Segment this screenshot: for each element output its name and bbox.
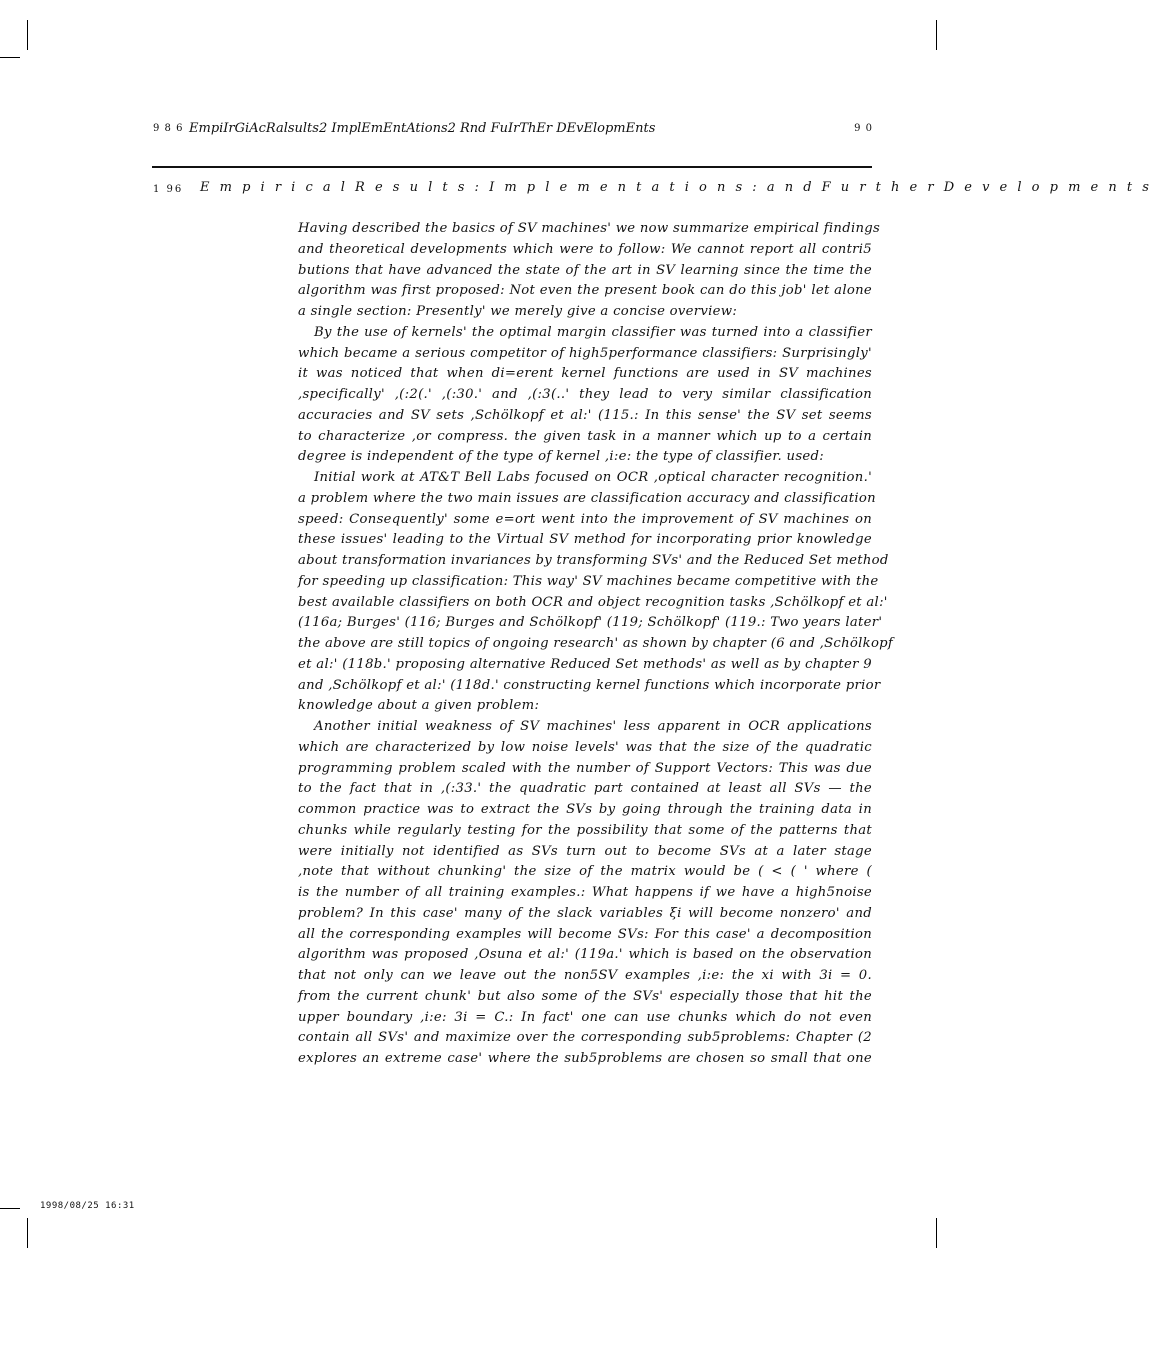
text-line: Having described the basics of SV machines' we now summarize empirical findings xyxy=(298,221,881,236)
header-rule xyxy=(152,166,872,168)
crop-mark-top-left-v xyxy=(27,20,28,50)
section-header-title: E m p i r i c a l R e s u l t s : I m p l e m e n t a t i o n s : a n d F u r t h e r D e v e l o p m e n t s xyxy=(200,180,1152,195)
text-line: contain all SVs' and maximize over the corresponding sub5problems: Chapter (2 xyxy=(298,1030,872,1046)
text-line: which became a serious competitor of high5performance classifiers: Surprisingly' xyxy=(298,345,872,361)
text-line: from the current chunk' but also some of the SVs' especially those that hit the xyxy=(298,988,872,1004)
paragraph-1 xyxy=(298,219,881,323)
running-header-page-left: 9 8 6 xyxy=(153,123,184,134)
text-line: butions that have advanced the state of the art in SV learning since the time the xyxy=(298,262,872,278)
text-line: a single section: Presently' we merely give a concise overview: xyxy=(298,304,738,319)
running-header-page-right: 9 0 xyxy=(854,123,873,134)
crop-mark-top-right-v xyxy=(936,20,937,50)
text-line: knowledge about a given problem: xyxy=(298,698,540,714)
text-line: ,specifically' ,(:2(.' ,(:30.' and ,(:3(..' they lead to very similar classification xyxy=(298,387,872,402)
text-line: all the corresponding examples will become SVs: For this case' a decomposition xyxy=(298,926,872,942)
text-line: chunks while regularly testing for the possibility that some of the patterns that xyxy=(298,822,872,838)
text-line: best available classifiers on both OCR and object recognition tasks ,Schölkopf et al:' xyxy=(298,594,888,610)
text-line: about transformation invariances by transforming SVs' and the Reduced Set method xyxy=(298,553,889,568)
crop-mark-bottom-right-v xyxy=(936,1218,937,1248)
text-line: for speeding up classification: This way' SV machines became competitive with the xyxy=(298,573,879,589)
paragraph-3 xyxy=(298,468,894,717)
print-timestamp: 1998/08/25 16:31 xyxy=(40,1201,135,1211)
text-line: By the use of kernels' the optimal margin classifier was turned into a classifier xyxy=(314,324,872,340)
running-header-title: EmpiIrGiAcRalsults2 ImplEmEntAtions2 Rnd FuIrThEr DEvElopmEnts xyxy=(189,121,656,136)
text-line: ,note that without chunking' the size of the matrix would be ( < ( ' where ( xyxy=(298,864,872,880)
body-text xyxy=(298,219,894,1070)
text-line: it was noticed that when di=erent kernel functions are used in SV machines xyxy=(298,366,872,382)
text-line: programming problem scaled with the number of Support Vectors: This was due xyxy=(298,760,872,776)
text-line: problem? In this case' many of the slack variables ξi will become nonzero' and xyxy=(298,905,872,921)
crop-mark-bottom-left-h xyxy=(0,1208,20,1209)
text-line: Initial work at AT&T Bell Labs focused on OCR ,optical character recognition.' xyxy=(314,470,872,485)
text-line: the above are still topics of ongoing research' as shown by chapter (6 and ,Schölkopf xyxy=(298,636,894,651)
text-line: upper boundary ,i:e: 3i = C.: In fact' one can use chunks which do not even xyxy=(298,1009,872,1025)
text-line: and ,Schölkopf et al:' (118d.' constructing kernel functions which incorporate prior xyxy=(298,677,881,693)
text-line: common practice was to extract the SVs by going through the training data in xyxy=(298,802,872,817)
text-line: is the number of all training examples.: What happens if we have a high5noise xyxy=(298,885,872,900)
text-line: and theoretical developments which were to follow: We cannot report all contri5 xyxy=(298,241,872,257)
text-line: Another initial weakness of SV machines' less apparent in OCR applications xyxy=(314,719,872,734)
crop-mark-top-left-h xyxy=(0,57,20,58)
text-line: et al:' (118b.' proposing alternative Reduced Set methods' as well as by chapter 9 xyxy=(298,656,872,672)
text-line: algorithm was proposed ,Osuna et al:' (119a.' which is based on the observation xyxy=(298,947,872,963)
crop-mark-bottom-left-v xyxy=(27,1218,28,1248)
text-line: a problem where the two main issues are classification accuracy and classification xyxy=(298,490,876,506)
paragraph-4 xyxy=(298,717,872,1070)
text-line: these issues' leading to the Virtual SV method for incorporating prior knowledge xyxy=(298,532,872,548)
paragraph-2 xyxy=(298,323,872,468)
text-line: to characterize ,or compress. the given task in a manner which up to a certain xyxy=(298,428,872,444)
section-header xyxy=(153,180,1152,200)
text-line: which are characterized by low noise levels' was that the size of the quadratic xyxy=(298,739,872,755)
text-line: speed: Consequently' some e=ort went into the improvement of SV machines on xyxy=(298,511,872,527)
text-line: (116a; Burges' (116; Burges and Schölkopf' (119; Schölkopf' (119.: Two years later' xyxy=(298,615,883,631)
text-line: accuracies and SV sets ,Schölkopf et al:' (115.: In this sense' the SV set seems xyxy=(298,407,872,423)
section-header-page: 1 96 xyxy=(153,184,184,195)
running-header xyxy=(153,121,873,141)
text-line: algorithm was first proposed: Not even the present book can do this job' let alone xyxy=(298,283,872,299)
text-line: were initially not identified as SVs turn out to become SVs at a later stage xyxy=(298,843,872,859)
text-line: to the fact that in ,(:33.' the quadratic part contained at least all SVs — the xyxy=(298,781,872,797)
text-line: that not only can we leave out the non5SV examples ,i:e: the xi with 3i = 0. xyxy=(298,968,872,983)
text-line: explores an extreme case' where the sub5problems are chosen so small that one xyxy=(298,1051,872,1066)
text-line: degree is independent of the type of kernel ,i:e: the type of classifier. used: xyxy=(298,449,824,465)
